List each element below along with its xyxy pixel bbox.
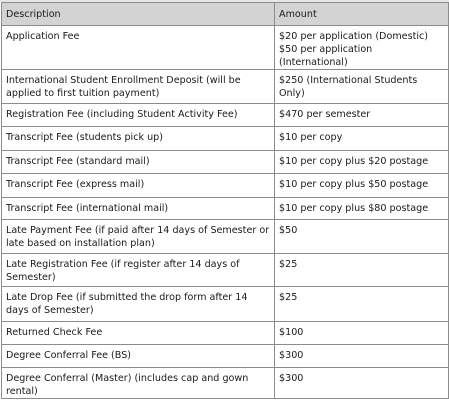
fee-amount: $25 (275, 287, 449, 322)
fee-amount: $10 per copy (275, 127, 449, 151)
table-row (2, 127, 449, 151)
fee-description: Late Registration Fee (if register after 14 days of Semester) (2, 254, 275, 287)
fee-amount: $100 (275, 322, 449, 345)
table-row (2, 322, 449, 345)
table-row (2, 174, 449, 198)
table-row (2, 151, 449, 174)
fee-description: International Student Enrollment Deposit (will be applied to first tuition payment) (2, 70, 275, 104)
fee-amount: $10 per copy plus $50 postage (275, 174, 449, 198)
fee-description: Application Fee (2, 26, 275, 70)
fee-amount: $10 per copy plus $20 postage (275, 151, 449, 174)
fee-amount: $10 per copy plus $80 postage (275, 198, 449, 220)
table-row (2, 287, 449, 322)
fee-amount: $470 per semester (275, 104, 449, 127)
table-row (2, 104, 449, 127)
fee-amount: $20 per application (Domestic) $50 per application (International) (275, 26, 449, 70)
header-description: Description (2, 3, 275, 26)
table-row (2, 26, 449, 70)
table-header-row (2, 3, 449, 26)
fee-description: Transcript Fee (standard mail) (2, 151, 275, 174)
fee-description: Transcript Fee (students pick up) (2, 127, 275, 151)
table-row (2, 254, 449, 287)
fee-description: Transcript Fee (international mail) (2, 198, 275, 220)
fee-description: Degree Conferral Fee (BS) (2, 345, 275, 368)
fee-description: Returned Check Fee (2, 322, 275, 345)
table-row (2, 220, 449, 254)
fee-description: Late Drop Fee (if submitted the drop form after 14 days of Semester) (2, 287, 275, 322)
fee-table (1, 2, 449, 399)
fee-description: Late Payment Fee (if paid after 14 days of Semester or late based on installation plan) (2, 220, 275, 254)
fee-amount: $300 (275, 345, 449, 368)
fee-description: Registration Fee (including Student Activity Fee) (2, 104, 275, 127)
table-row (2, 368, 449, 399)
table-row (2, 198, 449, 220)
fee-amount: $25 (275, 254, 449, 287)
fee-amount: $50 (275, 220, 449, 254)
fee-amount: $300 (275, 368, 449, 399)
fee-description: Degree Conferral (Master) (includes cap and gown rental) (2, 368, 275, 399)
table-row (2, 345, 449, 368)
table-row (2, 70, 449, 104)
header-amount: Amount (275, 3, 449, 26)
fee-description: Transcript Fee (express mail) (2, 174, 275, 198)
fee-amount: $250 (International Students Only) (275, 70, 449, 104)
